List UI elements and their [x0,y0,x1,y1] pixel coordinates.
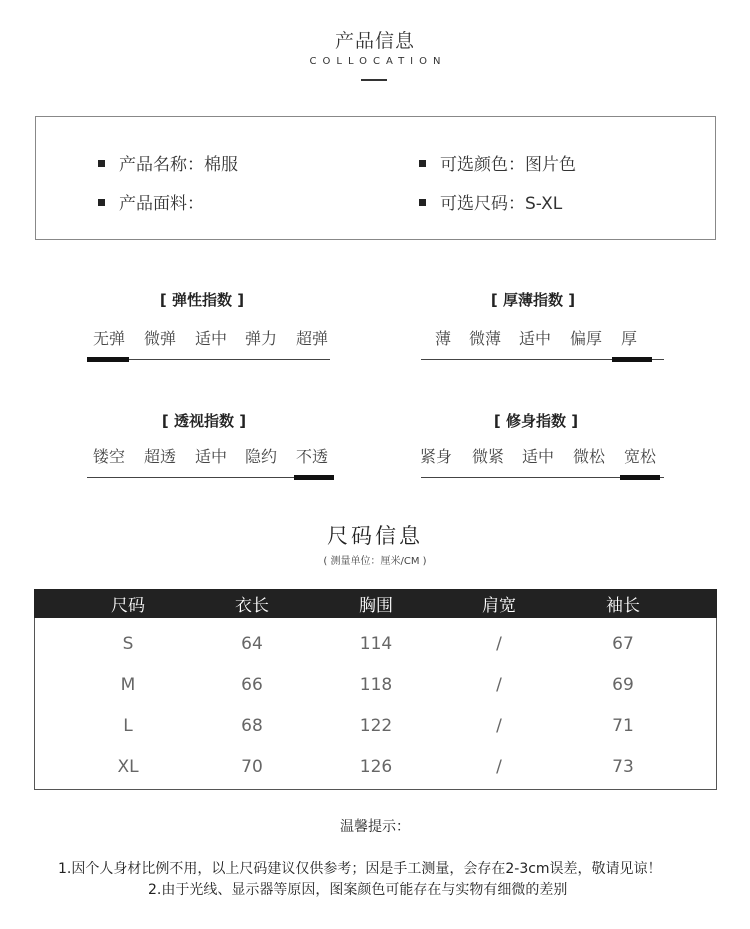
info-product-name: 产品名称：棉服 [98,150,238,175]
thickness-selected-marker [612,357,652,362]
fit-option: 适中 [521,447,554,466]
table-header-cell: 肩宽 [482,596,516,616]
tips-title: 温馨提示： [340,819,410,835]
fit-option: 宽松 [623,447,656,466]
table-cell: 126 [359,757,393,777]
table-cell: 67 [612,634,634,654]
table-cell: / [496,634,502,654]
table-cell: M [120,675,136,695]
fit-option: 微紧 [471,447,504,466]
elastic-index-title: [ 弹性指数 ] [159,291,245,309]
bullet-icon [419,160,426,167]
table-cell: 73 [612,757,634,777]
transparency-index-title: [ 透视指数 ] [161,412,247,430]
transparency-option: 超透 [143,447,176,466]
elastic-option: 适中 [194,329,227,348]
fit-option: 微松 [572,447,605,466]
elastic-selected-marker [87,357,129,362]
thickness-option: 微薄 [468,329,501,348]
table-cell: L [123,716,133,736]
thickness-option: 厚 [620,329,637,348]
table-header-cell: 尺码 [111,596,145,616]
title-underline [361,79,387,81]
table-cell: 122 [359,716,393,736]
size-info-unit: ( 测量单位：厘米/CM ) [323,556,427,567]
elastic-option: 微弹 [143,329,176,348]
elastic-option: 无弹 [92,329,125,348]
bullet-icon [419,199,426,206]
table-header-cell: 胸围 [359,596,393,616]
size-info-title: 尺码信息 [327,524,423,548]
table-cell: / [496,675,502,695]
product-info-box [35,116,716,240]
fit-option: 紧身 [419,447,452,466]
table-cell: 69 [612,675,634,695]
info-size: 可选尺码：S-XL [419,189,562,214]
table-cell: 64 [241,634,263,654]
elastic-option: 超弹 [295,329,328,348]
fit-selected-marker [620,475,660,480]
table-cell: 68 [241,716,263,736]
info-color: 可选颜色：图片色 [419,150,576,175]
table-cell: / [496,716,502,736]
thickness-option: 偏厚 [569,329,602,348]
bullet-icon [98,199,105,206]
table-header-cell: 衣长 [235,596,269,616]
thickness-index-title: [ 厚薄指数 ] [490,291,576,309]
elastic-option: 弹力 [244,329,277,348]
table-cell: S [122,634,134,654]
table-header-cell: 袖长 [606,596,640,616]
transparency-option: 不透 [295,447,328,466]
table-cell: XL [117,757,139,777]
table-cell: 114 [359,634,393,654]
table-cell: 71 [612,716,634,736]
transparency-option: 适中 [194,447,227,466]
transparency-option: 隐约 [244,447,277,466]
tip-line-2: 2.由于光线、显示器等原因，图案颜色可能存在与实物有细微的差别 [148,882,568,898]
tip-line-1: 1.因个人身材比例不用，以上尺码建议仅供参考；因是手工测量，会存在2-3cm误差，敬请见谅！ [58,861,662,877]
transparency-option: 镂空 [92,447,125,466]
section-title: 产品信息 [334,30,415,52]
bullet-icon [98,160,105,167]
transparency-selected-marker [294,475,334,480]
table-cell: 66 [241,675,263,695]
fit-index-title: [ 修身指数 ] [493,412,579,430]
section-subtitle: COLLOCATION [309,56,447,67]
table-cell: 70 [241,757,263,777]
table-cell: / [496,757,502,777]
thickness-option: 适中 [518,329,551,348]
table-cell: 118 [359,675,393,695]
info-product-fabric: 产品面料： [98,189,204,214]
thickness-option: 薄 [434,329,451,348]
